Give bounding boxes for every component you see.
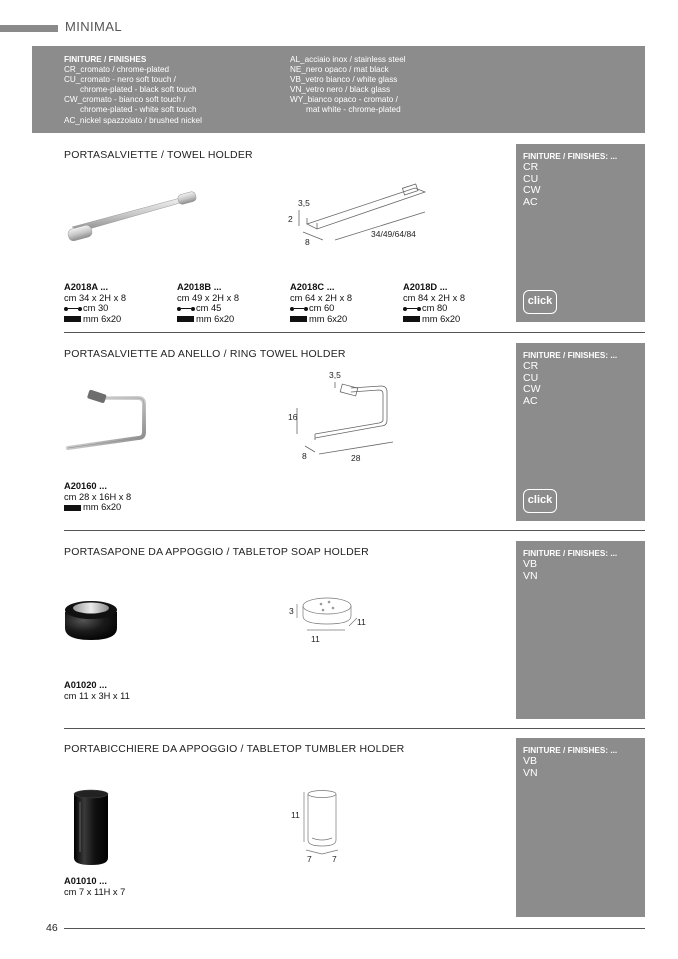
product-code: A2018B ... (177, 282, 222, 292)
dim-label: 3,5 (329, 370, 341, 380)
product-spec (64, 481, 131, 513)
dim-label: 8 (305, 237, 310, 247)
fixing-distance: cm 80 (422, 303, 448, 313)
product-spec (403, 282, 465, 324)
dim-label: 8 (302, 451, 307, 461)
product-spec (64, 876, 125, 897)
fixing-distance-icon (64, 306, 83, 312)
header-accent-bar (0, 25, 58, 32)
finishes-legend-col-1 (64, 55, 202, 126)
dim-label: 3,5 (298, 198, 310, 208)
product-code: A20160 ... (64, 481, 107, 491)
product-size: cm 49 x 2H x 8 (177, 292, 240, 303)
click-button[interactable]: click (523, 489, 557, 513)
product-size: cm 28 x 16H x 8 (64, 491, 132, 502)
fixing-distance-icon (177, 306, 196, 312)
finish-code: AC (523, 394, 538, 407)
click-button[interactable]: click (523, 290, 557, 314)
dim-label: 16 (288, 412, 298, 422)
product-spec (290, 282, 352, 324)
finishes-panel-title: FINITURE / FINISHES: ... (523, 351, 618, 360)
finish-code: CU (523, 172, 539, 185)
finishes-legend-col-2 (290, 55, 406, 116)
finish-entry: CW_cromato - bianco soft touch / (64, 95, 186, 105)
dim-label: 7 (307, 854, 312, 864)
product-size: cm 84 x 2H x 8 (403, 292, 466, 303)
dim-label: 11 (291, 810, 300, 820)
section-divider (64, 332, 645, 333)
finish-code: CU (523, 371, 539, 384)
screw-size: mm 6x20 (309, 313, 348, 324)
finish-code: AC (523, 195, 538, 208)
finish-entry: AC_nickel spazzolato / brushed nickel (64, 115, 202, 125)
product-spec (177, 282, 239, 324)
screw-size: mm 6x20 (83, 502, 122, 512)
section-divider (64, 728, 645, 729)
finish-entry: chrome-plated - black soft touch (80, 85, 197, 95)
dim-label: 28 (351, 453, 361, 463)
product-spec (64, 680, 130, 701)
fixing-distance-icon (403, 306, 422, 312)
finish-entry: CU_cromato - nero soft touch / (64, 75, 176, 85)
finish-entry: WY_bianco opaco - cromato / (290, 95, 398, 105)
finishes-legend-heading: FINITURE / FINISHES (64, 55, 147, 64)
screw-size: mm 6x20 (422, 313, 461, 324)
finishes-panel-ring-towel-holder (516, 343, 645, 521)
fixing-distance: cm 30 (83, 303, 109, 313)
screw-icon (177, 316, 194, 322)
dim-label: 7 (332, 854, 337, 864)
screw-icon (64, 505, 81, 511)
screw-icon (403, 316, 420, 322)
ring-towel-holder-photo (62, 386, 152, 456)
finish-code: VB (523, 755, 538, 767)
product-code: A2018D ... (403, 282, 448, 292)
section-title-ring-towel-holder: PORTASALVIETTE AD ANELLO / RING TOWEL HOLDER (64, 348, 346, 360)
section-title-towel-holder: PORTASALVIETTE / TOWEL HOLDER (64, 149, 253, 161)
finishes-panel-title: FINITURE / FINISHES: ... (523, 152, 618, 161)
product-spec (64, 282, 126, 324)
finish-code: VB (523, 558, 538, 570)
finishes-panel-title: FINITURE / FINISHES: ... (523, 746, 618, 755)
finish-code: CR (523, 360, 539, 372)
fixing-distance: cm 60 (309, 303, 335, 313)
soap-holder-photo (62, 596, 120, 644)
finish-code: CW (523, 383, 541, 395)
product-code: A2018C ... (290, 282, 335, 292)
finish-code: CR (523, 161, 539, 173)
product-code: A2018A ... (64, 282, 109, 292)
screw-size: mm 6x20 (196, 313, 235, 324)
tumbler-holder-photo (70, 788, 112, 868)
soap-holder-dimension-drawing (285, 590, 375, 646)
finish-entry: chrome-plated - white soft touch (80, 105, 197, 115)
product-code: A01010 ... (64, 876, 107, 886)
finish-entry: AL_acciaio inox / stainless steel (290, 55, 406, 64)
finish-entry: mat white - chrome-plated (306, 105, 401, 115)
screw-size: mm 6x20 (83, 313, 122, 324)
finishes-panel-tumbler-holder (516, 738, 645, 917)
finish-entry: NE_nero opaco / mat black (290, 65, 389, 75)
finishes-panel-soap-holder (516, 541, 645, 719)
finishes-panel-towel-holder (516, 144, 645, 322)
finish-entry: VN_vetro nero / black glass (290, 85, 391, 95)
product-size: cm 64 x 2H x 8 (290, 292, 353, 303)
dim-label: 11 (357, 617, 366, 627)
dim-label: 3 (289, 606, 294, 616)
section-title-soap-holder: PORTASAPONE DA APPOGGIO / TABLETOP SOAP HOLDER (64, 546, 369, 558)
product-size: cm 34 x 2H x 8 (64, 292, 127, 303)
finishes-panel-title: FINITURE / FINISHES: ... (523, 549, 618, 558)
towel-holder-photo (62, 185, 202, 245)
fixing-distance: cm 45 (196, 303, 222, 313)
page-number: 46 (46, 922, 58, 934)
product-size: cm 11 x 3H x 11 (64, 690, 130, 701)
tumbler-holder-dimension-drawing (288, 788, 348, 864)
finish-code: VN (523, 569, 538, 582)
dim-label: 34/49/64/84 (371, 229, 416, 239)
section-title-tumbler-holder: PORTABICCHIERE DA APPOGGIO / TABLETOP TUMBLER HOLDER (64, 743, 405, 755)
fixing-distance-icon (290, 306, 309, 312)
product-size: cm 7 x 11H x 7 (64, 886, 126, 897)
screw-icon (64, 316, 81, 322)
finish-code: CW (523, 184, 541, 196)
finish-code: VN (523, 766, 538, 779)
towel-holder-dimension-drawing (285, 182, 435, 250)
screw-icon (290, 316, 307, 322)
dim-label: 11 (311, 634, 320, 644)
section-divider (64, 530, 645, 531)
dim-label: 2 (288, 214, 293, 224)
page-header-title: MINIMAL (65, 19, 122, 34)
footer-rule (64, 928, 645, 929)
finish-entry: CR_cromato / chrome-plated (64, 65, 170, 75)
product-code: A01020 ... (64, 680, 107, 690)
finishes-legend (32, 46, 645, 133)
finish-entry: VB_vetro bianco / white glass (290, 75, 398, 85)
ring-towel-holder-dimension-drawing (285, 368, 395, 464)
